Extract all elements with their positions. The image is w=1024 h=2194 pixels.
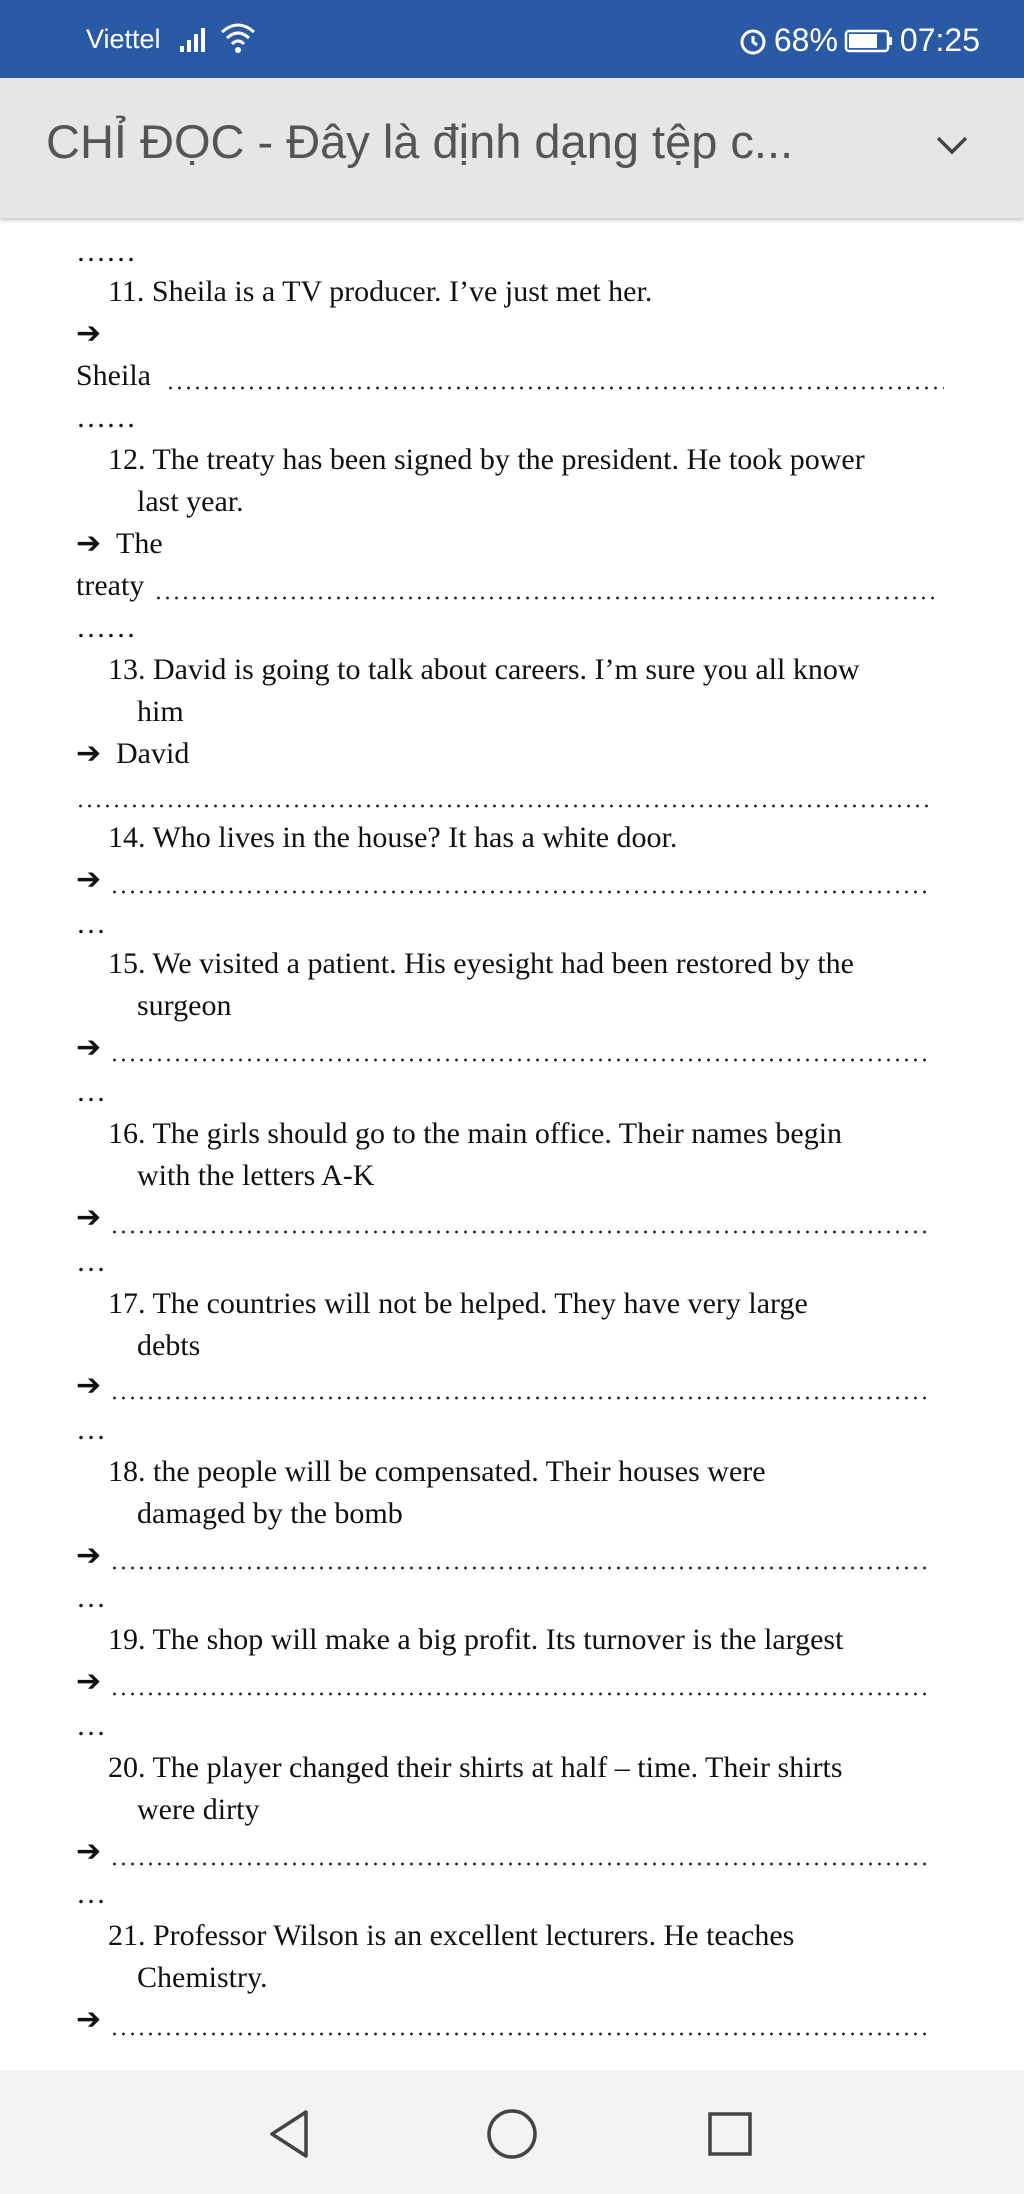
question-11: 11. Sheila is a TV producer. I’ve just met her. [108,275,653,308]
answer-dots [110,1566,928,1570]
question-13-cont: him [137,695,184,728]
question-21-cont: Chemistry. [137,1961,268,1994]
back-icon[interactable] [262,2106,318,2162]
trailing-ellipsis: … [76,907,106,940]
trailing-ellipsis: … [76,1877,106,1910]
trailing-ellipsis: … [76,1413,106,1446]
arrow-icon: ➔ [76,1201,102,1234]
question-16-cont: with the letters A-K [137,1159,375,1192]
arrow-icon: ➔ [76,737,102,770]
wifi-icon [218,20,258,56]
document-body[interactable] [0,218,1024,2070]
answer-start: The [116,527,163,560]
question-12: 12. The treaty has been signed by the president. He took power [108,443,865,476]
alarm-icon [738,26,768,56]
question-16: 16. The girls should go to the main office. Their names begin [108,1117,843,1150]
question-13: 13. David is going to talk about careers. I’m sure you all know [108,653,860,686]
answer-dots [110,1396,928,1400]
battery-percent: 68% [773,22,838,58]
question-18-cont: damaged by the bomb [137,1497,403,1530]
trailing-ellipsis: …… [76,401,136,434]
home-icon[interactable] [484,2106,540,2162]
document-header [0,78,1024,218]
question-17-cont: debts [137,1329,201,1362]
answer-dots [166,386,944,390]
arrow-icon: ➔ [76,1031,102,1064]
arrow-icon: ➔ [76,1369,102,1402]
status-bar [0,0,1024,78]
answer-dots [110,1692,928,1696]
answer-start: David [116,737,190,770]
arrow-icon: ➔ [76,863,102,896]
chevron-down-icon[interactable] [932,130,972,160]
clock: 07:25 [899,22,980,58]
signal-icon [178,24,212,54]
question-18: 18. the people will be compensated. Their houses were [108,1455,766,1488]
answer-dots [110,2032,928,2036]
question-21: 21. Professor Wilson is an excellent lecturers. He teaches [108,1919,795,1952]
trailing-ellipsis: …… [76,235,136,268]
status-right [738,22,980,59]
trailing-ellipsis: … [76,1245,106,1278]
answer-dots [110,1230,928,1234]
arrow-icon: ➔ [76,317,102,350]
arrow-icon: ➔ [76,2003,102,2036]
arrow-icon: ➔ [76,1665,102,1698]
answer-dots [110,1862,928,1866]
answer-label: Sheila [76,359,151,392]
arrow-icon: ➔ [76,1539,102,1572]
recents-icon[interactable] [702,2106,758,2162]
answer-dots [110,890,928,894]
document-title: CHỈ ĐỌC - Đây là định dạng tệp c... [46,115,794,168]
question-17: 17. The countries will not be helped. They have very large [108,1287,808,1320]
arrow-icon: ➔ [76,527,102,560]
answer-dots [154,596,936,600]
trailing-ellipsis: … [76,1075,106,1108]
carrier-name: Viettel [86,24,161,54]
question-12-cont: last year. [137,485,244,518]
answer-dots [110,1058,928,1062]
answer-label: treaty [76,569,145,602]
question-14: 14. Who lives in the house? It has a white door. [108,821,678,854]
question-15: 15. We visited a patient. His eyesight had been restored by the [108,947,855,980]
question-20: 20. The player changed their shirts at half – time. Their shirts [108,1751,843,1784]
trailing-ellipsis: … [76,1581,106,1614]
navigation-bar [0,2070,1024,2194]
answer-dots [76,804,928,808]
question-19: 19. The shop will make a big profit. Its turnover is the largest [108,1623,844,1656]
battery-icon [844,28,894,54]
trailing-ellipsis: …… [76,611,136,644]
arrow-icon: ➔ [76,1835,102,1868]
question-20-cont: were dirty [137,1793,260,1826]
trailing-ellipsis: … [76,1709,106,1742]
question-15-cont: surgeon [137,989,232,1022]
